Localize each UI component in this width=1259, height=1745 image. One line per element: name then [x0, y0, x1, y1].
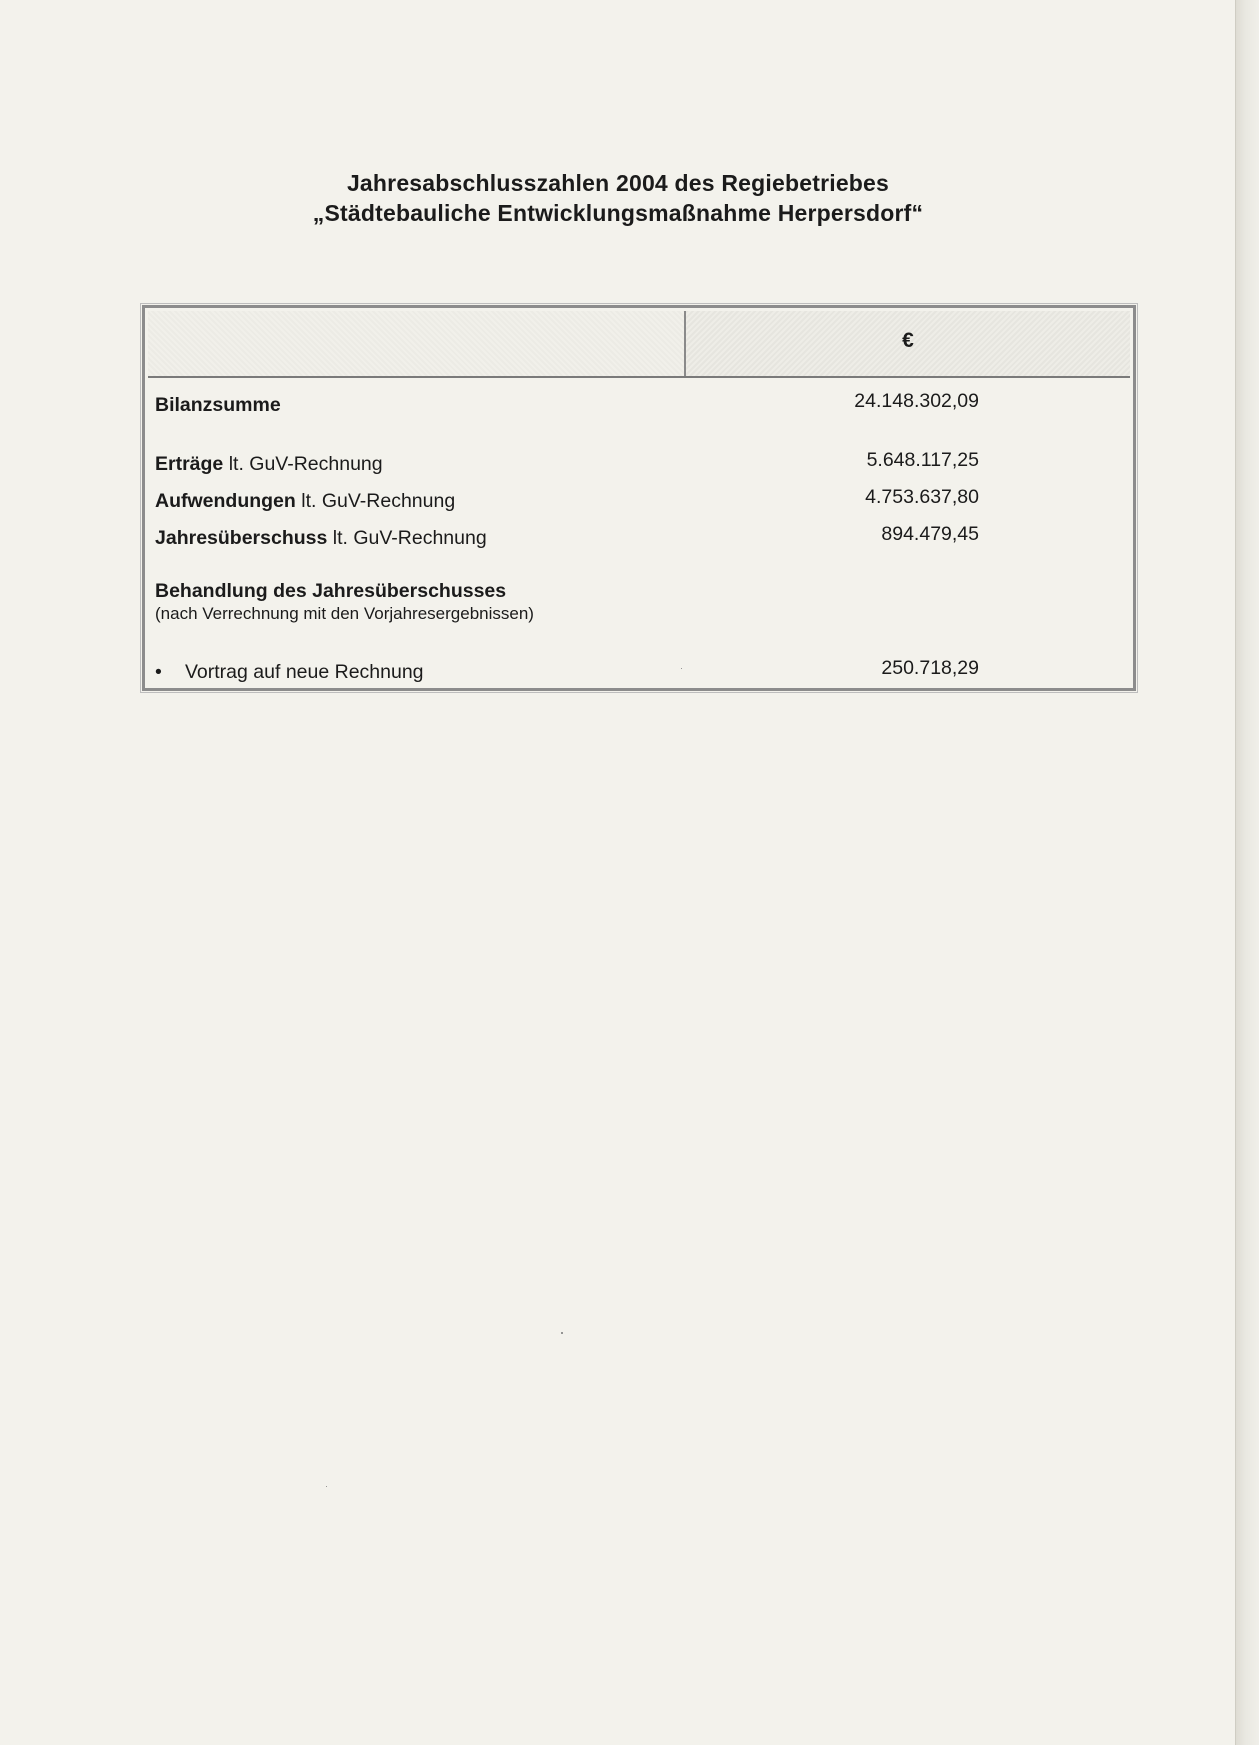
- row-label: [155, 490, 455, 513]
- row-label-rest: lt. GuV-Rechnung: [223, 453, 383, 475]
- bullet-item-value: 250.718,29: [881, 657, 979, 679]
- financial-table: [142, 305, 1136, 691]
- section-subheading: (nach Verrechnung mit den Vorjahresergebnissen): [155, 604, 534, 623]
- row-label: [155, 394, 281, 417]
- row-value: 894.479,45: [881, 523, 979, 545]
- document-title: [0, 168, 1236, 228]
- scan-speck: [561, 1332, 563, 1334]
- scan-speck: [681, 668, 682, 669]
- section-heading: Behandlung des Jahresüberschusses: [155, 580, 507, 602]
- row-label-bold: Erträge: [155, 453, 224, 475]
- table-row-jahresueberschuss: [155, 523, 1125, 553]
- row-label-bold: Bilanzsumme: [155, 394, 281, 416]
- row-value: 5.648.117,25: [866, 449, 979, 471]
- row-value: 4.753.637,80: [865, 486, 979, 508]
- table-row-aufwendungen: [155, 486, 1125, 516]
- bullet-item-label: Vortrag auf neue Rechnung: [185, 661, 424, 683]
- row-label: [155, 453, 383, 476]
- table-row-ertraege: [155, 449, 1125, 479]
- title-line-1: Jahresabschlusszahlen 2004 des Regiebetriebes: [346, 170, 890, 196]
- row-value: 24.148.302,09: [854, 390, 979, 412]
- table-row-bilanzsumme: [155, 390, 1125, 420]
- title-line-2: „Städtebauliche Entwicklungsmaßnahme Herpersdorf“: [312, 200, 924, 226]
- header-label-cell: [148, 311, 686, 376]
- header-currency-cell: [686, 311, 1130, 376]
- scan-speck: [326, 1486, 327, 1487]
- row-label-bold: Aufwendungen: [155, 490, 296, 512]
- bullet-icon: •: [155, 661, 162, 683]
- currency-symbol: €: [902, 329, 914, 352]
- row-label: [155, 527, 487, 550]
- row-label-rest: lt. GuV-Rechnung: [327, 527, 487, 549]
- page-edge-shadow: [1235, 0, 1259, 1745]
- row-label-rest: lt. GuV-Rechnung: [295, 490, 456, 512]
- row-label-bold: Jahresüberschuss: [155, 527, 328, 549]
- table-header-row: [148, 311, 1130, 378]
